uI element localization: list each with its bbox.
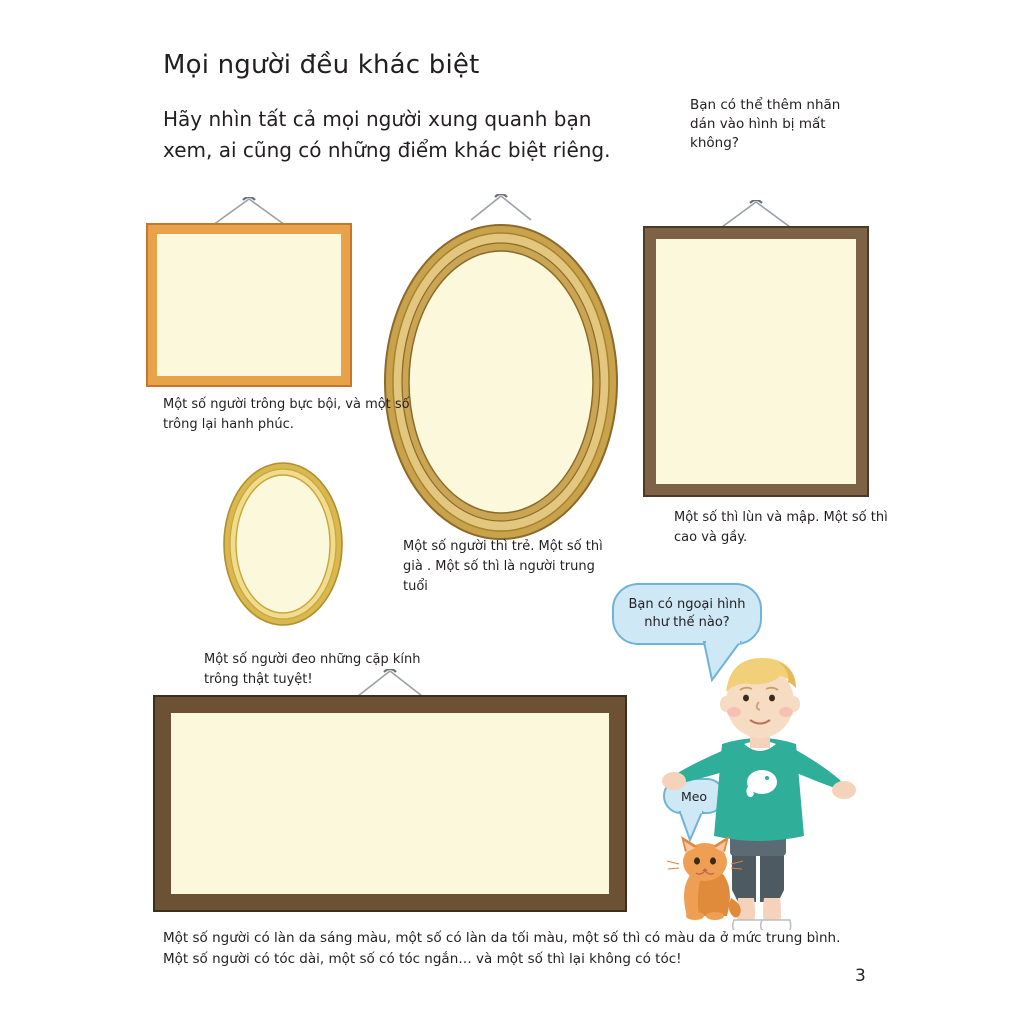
frame-hook-icon bbox=[189, 197, 309, 227]
page-subtitle: Hãy nhìn tất cả mọi người xung quanh bạn xem, ai cũng có những điểm khác biệt riêng. bbox=[163, 107, 611, 162]
frame-1-mat bbox=[157, 234, 341, 376]
caption-frame-5: Một số người có làn da sáng màu, một số có làn da tối màu, một số thì có màu da ở mức trung bình. Một số người có tóc dài, một số có tóc ngắn… và một số thì lại không có tóc! bbox=[163, 930, 841, 967]
frame-3-mat bbox=[656, 239, 856, 484]
frame-5-canvas[interactable] bbox=[155, 697, 625, 910]
frame-3-canvas[interactable] bbox=[645, 228, 867, 495]
frame-4-canvas[interactable] bbox=[222, 462, 344, 626]
frame-2-canvas[interactable] bbox=[383, 222, 619, 542]
frame-hook-icon bbox=[696, 200, 816, 230]
picture-frame-1[interactable] bbox=[148, 225, 350, 385]
picture-frame-5[interactable] bbox=[155, 697, 625, 910]
page-title: Mọi người đều khác biệt bbox=[163, 50, 480, 80]
caption-frame-4: Một số người đeo những cặp kính trông thật tuyệt! bbox=[204, 652, 421, 687]
sticker-instruction-note: Bạn có thể thêm nhãn dán vào hình bị mất không? bbox=[690, 97, 841, 151]
picture-frame-3[interactable] bbox=[645, 228, 867, 495]
frame-hook-icon bbox=[441, 194, 561, 224]
picture-frame-2[interactable] bbox=[383, 222, 619, 542]
caption-frame-2: Một số người thì trẻ. Một số thì già . Một số thì là người trung tuổi bbox=[403, 539, 603, 594]
cat-illustration bbox=[665, 828, 745, 920]
speech-bubble-cat: Meo bbox=[663, 778, 725, 814]
speech-bubble-boy: Bạn có ngoại hình như thế nào? bbox=[612, 583, 762, 645]
picture-frame-4[interactable] bbox=[222, 462, 344, 626]
caption-frame-1: Một số người trông bực bội, và một số trông lại hanh phúc. bbox=[163, 397, 410, 432]
frame-1-canvas[interactable] bbox=[148, 225, 350, 385]
page-number: 3 bbox=[855, 966, 866, 986]
caption-frame-3: Một số thì lùn và mập. Một số thì cao và gầy. bbox=[674, 510, 888, 545]
frame-5-mat bbox=[171, 713, 609, 894]
